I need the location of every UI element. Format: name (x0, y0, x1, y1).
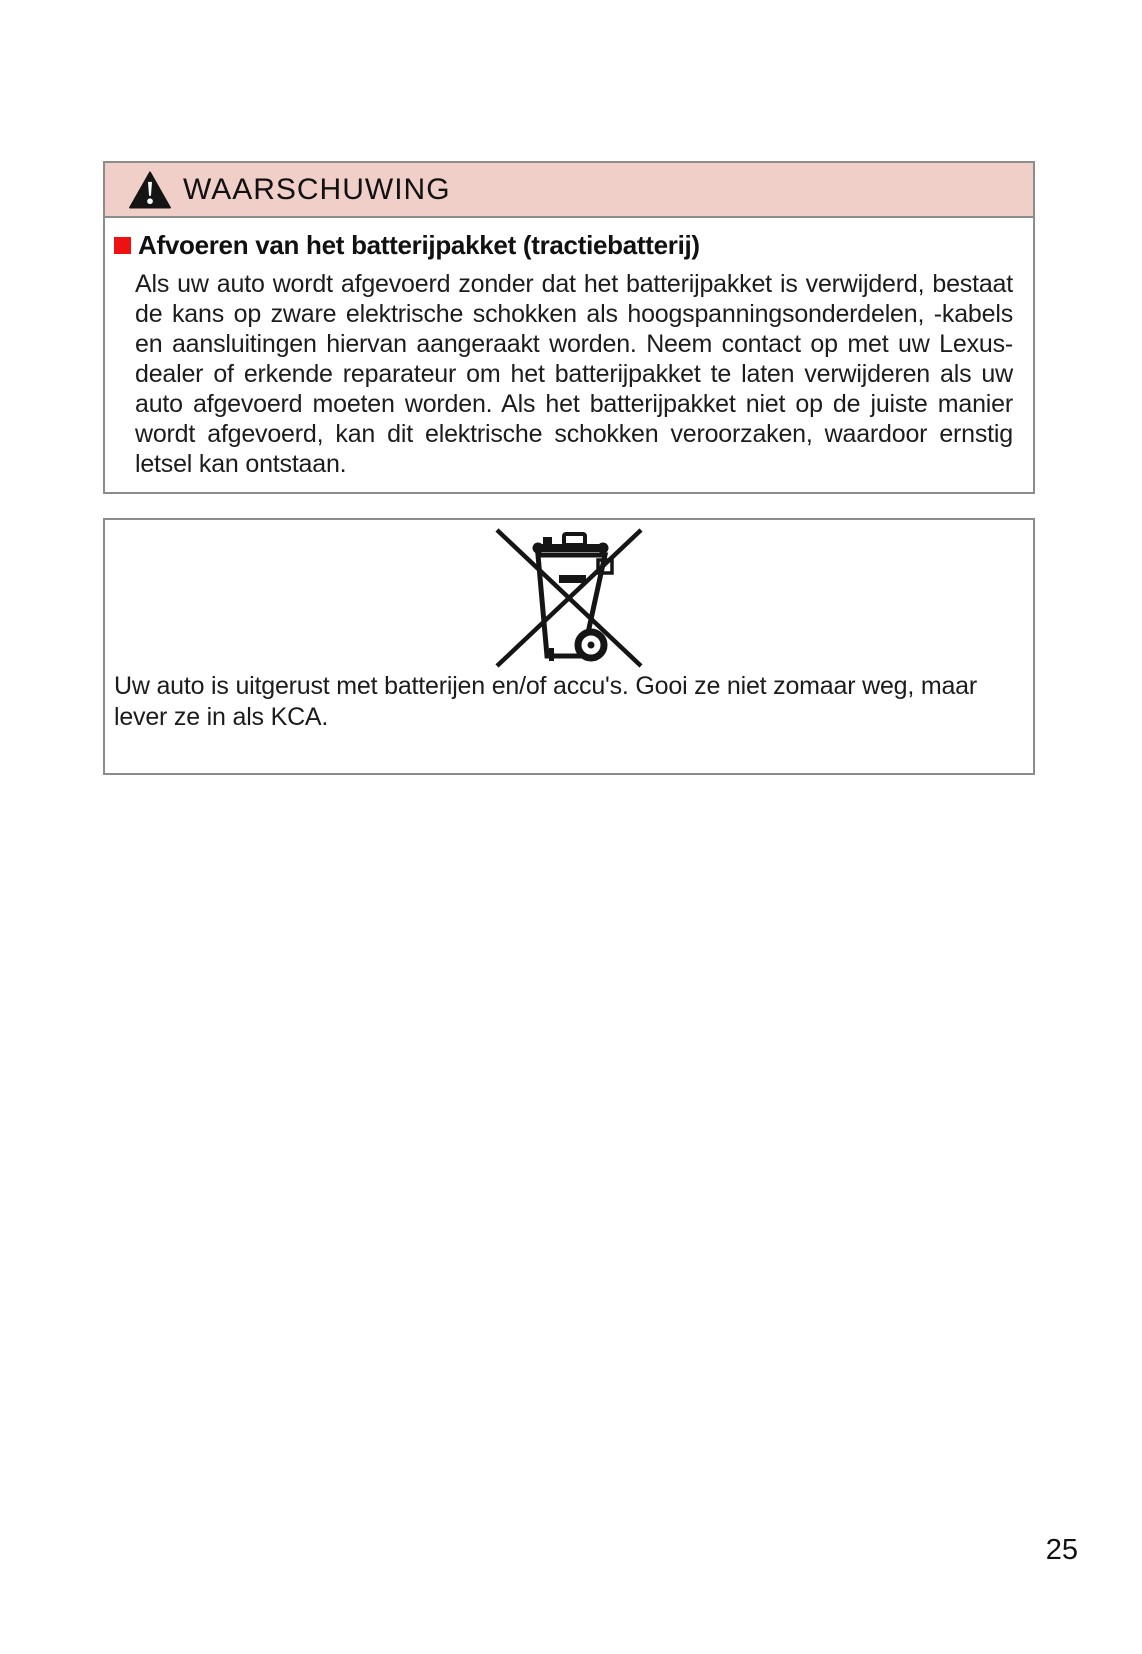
warning-title: WAARSCHUWING (183, 172, 451, 206)
warning-body (105, 218, 1033, 479)
page-number: 25 (1045, 1534, 1078, 1566)
battery-disposal-box (103, 518, 1035, 775)
warning-header (105, 163, 1033, 218)
warning-triangle-icon (129, 171, 171, 209)
section-title: Afvoeren van het batterijpakket (tractiebatterij) (138, 230, 700, 260)
red-square-bullet (114, 237, 131, 254)
battery-disposal-text: Uw auto is uitgerust met batterijen en/of accu's. Gooi ze niet zomaar weg, maar lever ze in als KCA. (114, 672, 977, 731)
warning-box (103, 161, 1035, 494)
warning-paragraph: Als uw auto wordt afgevoerd zonder dat het batterijpakket is verwijderd, bestaat de kans op zware elektrische schokken als hoogspanningsonderdelen, -kabels en aansluitingen hiervan aangeraakt worden. Neem contact op met uw Lexus-dealer of erkende reparateur om het batterijpakket te laten verwijderen als uw auto afgevoerd moeten worden. Als het batterijpakket niet op de juiste manier wordt afgevoerd, kan dit elektrische schokken veroorzaken, waardoor ernstig letsel kan ontstaan. (135, 270, 1013, 478)
weee-icon-wrap (105, 527, 1033, 669)
crossed-out-wheelie-bin-icon (494, 527, 644, 669)
section-heading (114, 230, 1009, 261)
